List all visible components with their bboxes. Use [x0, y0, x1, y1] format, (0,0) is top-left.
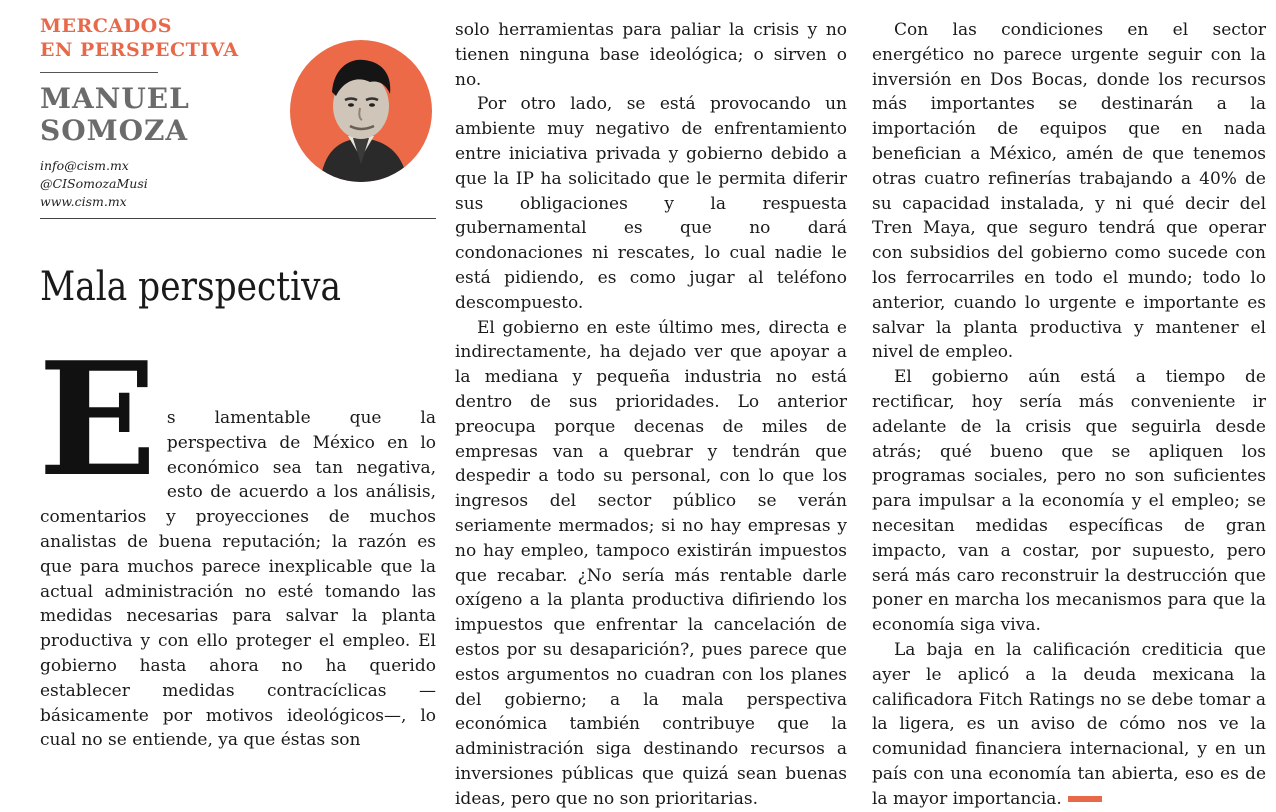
paragraph: s lamentable que la perspectiva de México en lo económico sea tan negativa, esto de acuerdo a los análisis, comentarios y proyecciones de muchos analistas de buena reputación; la razón es que para muchos parece inexplicable que la actual administración no esté tomando las medidas necesarias para salvar la planta productiva y con ello proteger el empleo. El gobierno hasta ahora no ha querido establecer medidas contracíclicas —básicamente por motivos ideológicos—, lo cual no se entiende, ya que éstas son — [40, 408, 436, 751]
section-label-line2: EN PERSPECTIVA — [40, 39, 239, 61]
author-email: info@cism.mx — [40, 158, 129, 173]
paragraph: Por otro lado, se está provocando un ambiente muy negativo de enfrentamiento entre iniciativa privada y gobierno debido a que la IP ha solicitado que le permita diferir sus obligaciones y la respuesta gubernamental es que no dará condonaciones ni rescates, lo cual nadie le está pidiendo, es como jugar al teléfono descompuesto. — [455, 94, 847, 313]
paragraph: El gobierno en este último mes, directa e indirectamente, ha dejado ver que apoyar a la mediana y pequeña industria no está dentro de sus prioridades. Lo anterior preocupa porque decenas de miles de empresas van a quebrar y tendrán que despedir a todo su personal, con lo que los ingresos del sector público se verán seriamente mermados; si no hay empresas y no hay empleo, tampoco existirán impuestos que recabar. ¿No sería más rentable darle oxígeno a la planta productiva difiriendo los impuestos que enfrentar la cancelación de estos por su desaparición?, pues parece que estos argumentos no cuadran con los planes del gobierno; a la mala perspectiva económica también contribuye que la administración siga destinando recursos a inversiones públicas que quizá sean buenas ideas, pero que no son prioritarias. — [455, 317, 847, 809]
article-body-left — [38, 328, 436, 753]
column-left — [38, 0, 436, 751]
author-first-name: MANUEL — [40, 82, 190, 115]
paragraph: solo herramientas para paliar la crisis y no tienen ninguna base ideológica; o sirven o no. — [455, 20, 847, 90]
paragraph: El gobierno aún está a tiempo de rectificar, hoy sería más conveniente ir adelante de la crisis que seguirla desde atrás; qué bueno que se apliquen los programas sociales, pero no son suficientes para impulsar a la economía y el empleo; se necesitan medidas específicas de gran impacto, van a costar, por supuesto, pero será más caro reconstruir la destrucción que poner en marcha los mecanismos para que la economía siga viva. — [872, 367, 1266, 636]
paragraph-text: La baja en la calificación crediticia que ayer le aplicó a la deuda mexicana la calificadora Fitch Ratings no se debe tomar a la ligera, es un aviso de cómo nos ve la comunidad financiera internacional, y en un país con una economía tan abierta, eso es de la mayor importancia. — [872, 639, 1266, 809]
header-divider — [40, 218, 436, 219]
paragraph: Con las condiciones en el sector energético no parece urgente seguir con la inversión en Dos Bocas, donde los recursos más importantes se destinarán a la importación de equipos que en nada benefician a México, amén de que tenemos otras cuatro refinerías trabajando a 40% de su capacidad instalada, y ni qué decir del Tren Maya, que seguro tendrá que operar con subsidios del gobierno como sucede con los ferrocarriles en todo el mundo; todo lo anterior, cuando lo urgente e importante es salvar la planta productiva y mantener el nivel de empleo. — [872, 20, 1266, 363]
end-mark-icon — [1068, 796, 1102, 802]
article-body-middle — [455, 18, 847, 812]
divider — [40, 72, 158, 73]
author-portrait-icon — [290, 40, 432, 182]
drop-cap: E — [38, 328, 157, 511]
author-website: www.cism.mx — [40, 194, 127, 209]
author-photo — [290, 40, 432, 182]
author-last-name: SOMOZA — [40, 114, 189, 147]
author-twitter: @CISomozaMusi — [40, 176, 148, 191]
section-label-line1: MERCADOS — [40, 15, 172, 37]
article-headline: Mala perspectiva — [40, 263, 342, 310]
paragraph — [872, 638, 1266, 812]
article-body-right — [872, 18, 1266, 812]
